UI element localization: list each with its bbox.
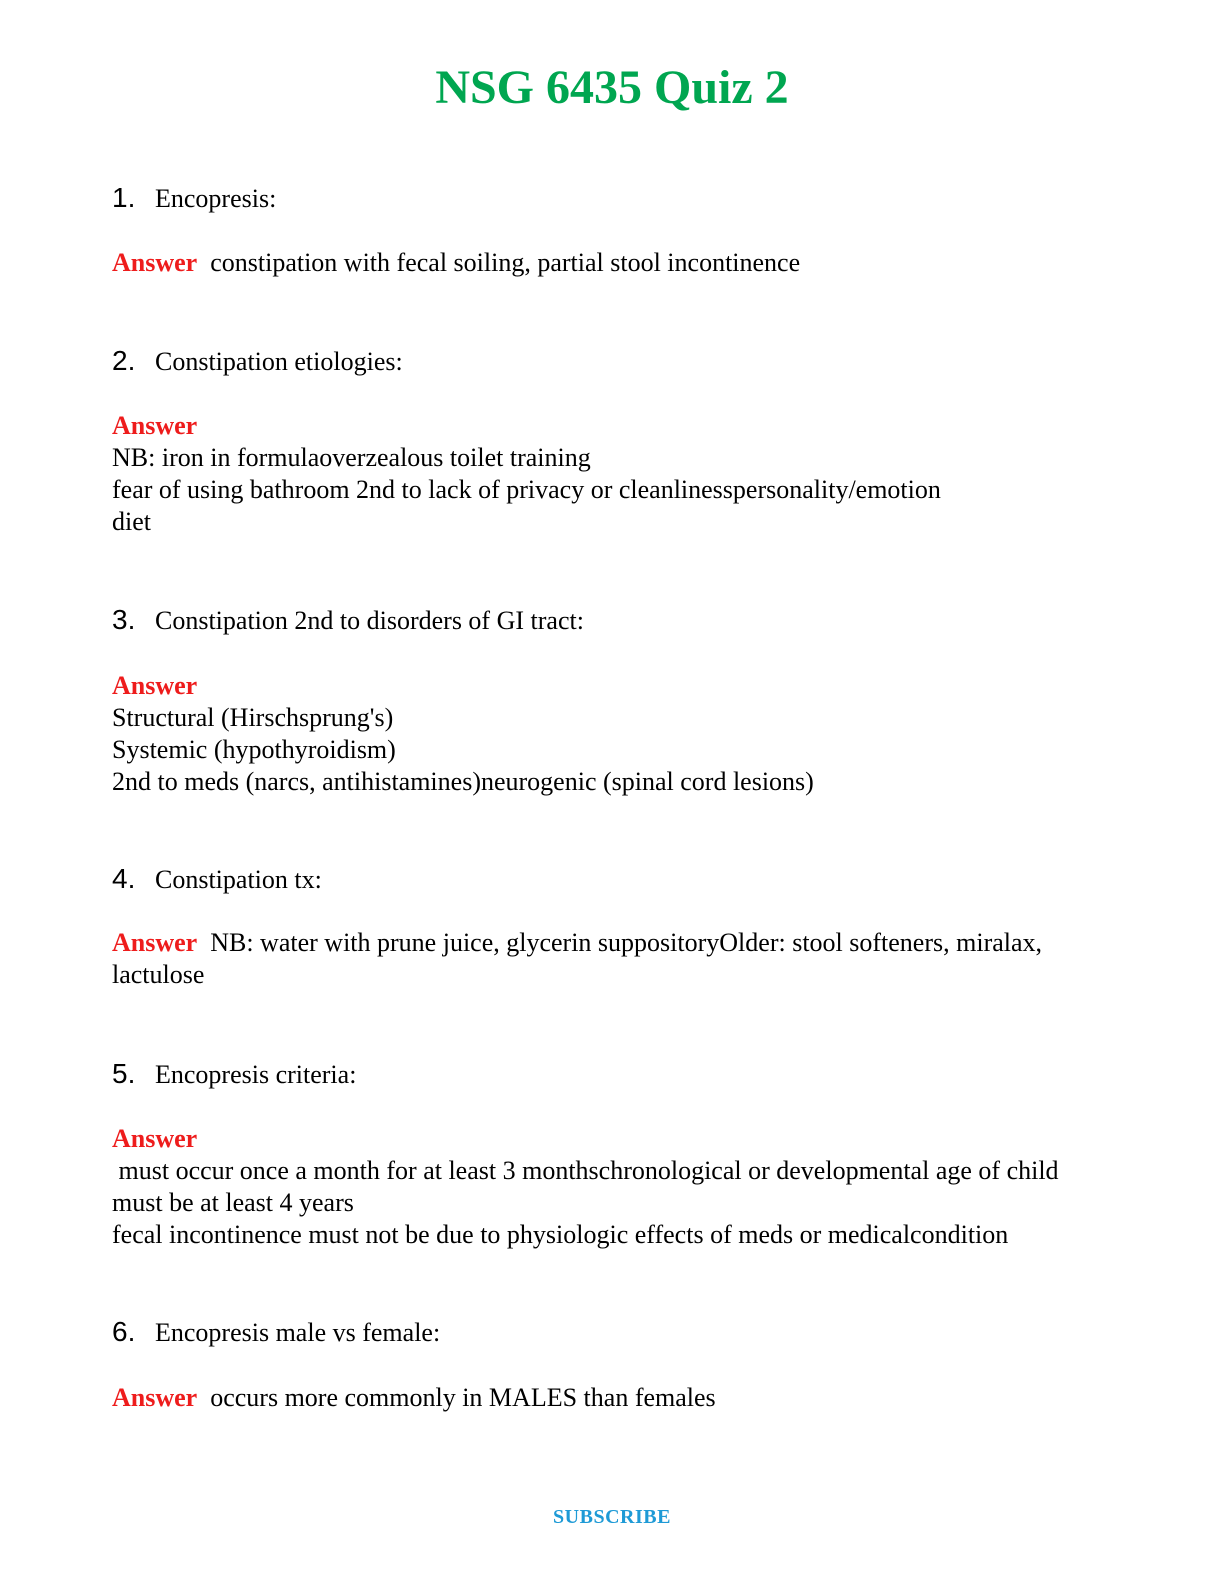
question-text: Encopresis: — [155, 184, 277, 213]
answer-1 — [112, 247, 1122, 279]
question-text: Constipation etiologies: — [155, 347, 403, 376]
answer-label: Answer — [112, 411, 198, 440]
page-title: NSG 6435 Quiz 2 — [435, 61, 789, 114]
question-6 — [112, 1316, 440, 1349]
question-number: 3. — [112, 604, 136, 635]
answer-5 — [112, 1123, 1122, 1251]
answer-line: Structural (Hirschsprung's) — [112, 703, 394, 732]
question-4 — [112, 863, 322, 896]
answer-line: fecal incontinence must not be due to physiologic effects of meds or medicalcondition — [112, 1220, 1009, 1249]
question-text: Constipation 2nd to disorders of GI tract: — [155, 606, 584, 635]
question-text: Constipation tx: — [155, 865, 322, 894]
answer-3 — [112, 670, 1122, 798]
answer-label: Answer — [112, 1124, 198, 1153]
answer-label: Answer — [112, 928, 198, 957]
answer-4 — [112, 927, 1122, 991]
answer-line: diet — [112, 507, 151, 536]
answer-label: Answer — [112, 671, 198, 700]
answer-6 — [112, 1382, 1122, 1414]
answer-text: occurs more commonly in MALES than females — [210, 1383, 716, 1412]
answer-line: NB: iron in formulaoverzealous toilet training — [112, 443, 591, 472]
question-1 — [112, 182, 276, 215]
question-text: Encopresis male vs female: — [155, 1318, 441, 1347]
question-5 — [112, 1058, 356, 1091]
answer-line: must be at least 4 years — [112, 1188, 354, 1217]
question-2 — [112, 345, 403, 378]
question-number: 1. — [112, 182, 136, 213]
question-text: Encopresis criteria: — [155, 1060, 357, 1089]
answer-label: Answer — [112, 1383, 198, 1412]
answer-2 — [112, 410, 1122, 538]
answer-label: Answer — [112, 248, 198, 277]
answer-line: fear of using bathroom 2nd to lack of privacy or cleanlinesspersonality/emotion — [112, 475, 941, 504]
answer-text: constipation with fecal soiling, partial stool incontinence — [210, 248, 801, 277]
question-number: 4. — [112, 863, 136, 894]
question-3 — [112, 604, 584, 637]
answer-line: lactulose — [112, 960, 205, 989]
answer-line: Systemic (hypothyroidism) — [112, 735, 396, 764]
answer-line: 2nd to meds (narcs, antihistamines)neurogenic (spinal cord lesions) — [112, 767, 814, 796]
answer-line: must occur once a month for at least 3 monthschronological or developmental age of child — [112, 1156, 1059, 1185]
question-number: 6. — [112, 1316, 136, 1347]
question-number: 5. — [112, 1058, 136, 1089]
subscribe-link[interactable]: SUBSCRIBE — [553, 1506, 671, 1528]
question-number: 2. — [112, 345, 136, 376]
answer-line: NB: water with prune juice, glycerin suppositoryOlder: stool softeners, miralax, — [210, 928, 1043, 957]
